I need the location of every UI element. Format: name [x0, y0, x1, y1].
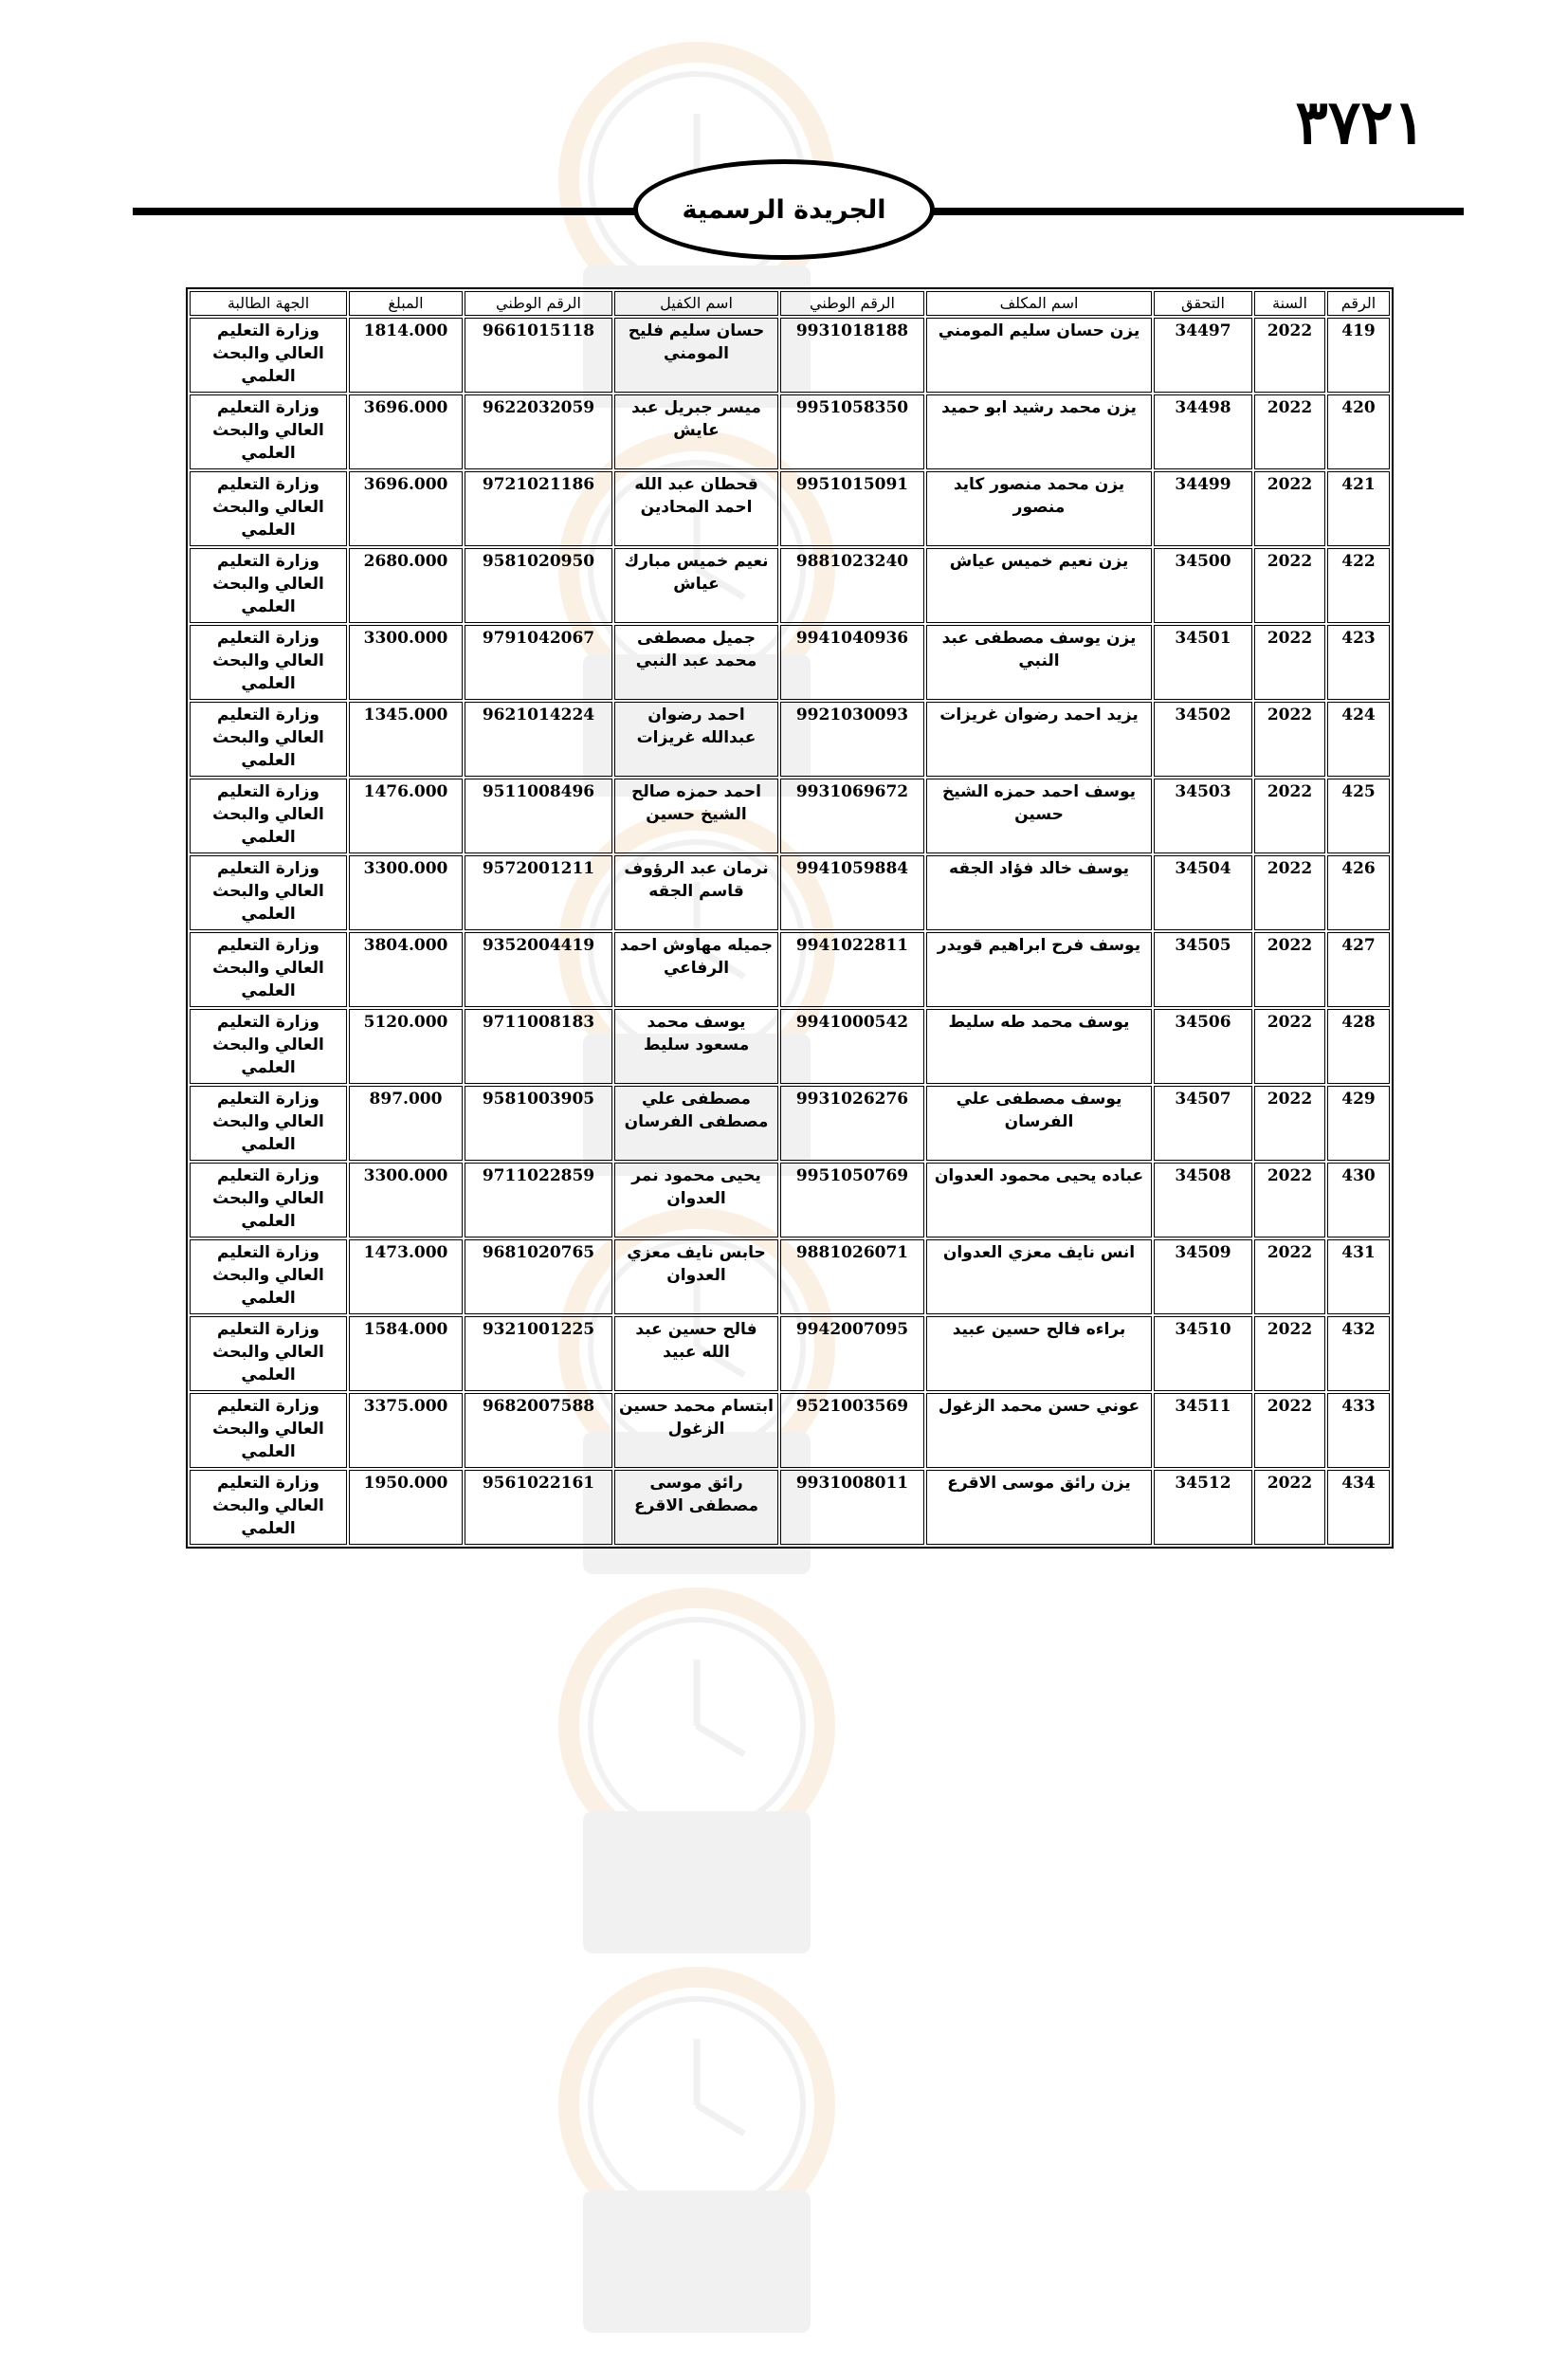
records-table — [186, 287, 1394, 1549]
row-name: يزن حسان سليم المومني — [926, 318, 1152, 393]
row-national-id: 9931069672 — [780, 779, 924, 853]
row-year: 2022 — [1254, 394, 1325, 469]
row-check: 34510 — [1154, 1316, 1252, 1391]
gazette-title — [633, 159, 935, 260]
row-year: 2022 — [1254, 1239, 1325, 1314]
row-number: 424 — [1327, 702, 1390, 777]
row-name: عباده يحيى محمود العدوان — [926, 1163, 1152, 1238]
row-year: 2022 — [1254, 1086, 1325, 1161]
row-amount: 3696.000 — [349, 471, 463, 546]
row-authority: وزارة التعليم العالي والبحث العلمي — [190, 1470, 347, 1545]
header-year: السنة — [1254, 291, 1325, 316]
row-year: 2022 — [1254, 625, 1325, 700]
row-number: 432 — [1327, 1316, 1390, 1391]
row-amount: 3300.000 — [349, 625, 463, 700]
row-national-id: 9931018188 — [780, 318, 924, 393]
gazette-title-text: الجريدة الرسمية — [682, 194, 886, 225]
page-number: ٣٧٢١ — [1295, 87, 1426, 158]
row-guarantor-id: 9581020950 — [465, 548, 612, 623]
row-guarantor: جميل مصطفى محمد عبد النبي — [614, 625, 778, 700]
row-year: 2022 — [1254, 318, 1325, 393]
row-name: يوسف فرح ابراهيم قويدر — [926, 932, 1152, 1007]
row-guarantor: نرمان عبد الرؤوف قاسم الجقه — [614, 855, 778, 930]
row-number: 426 — [1327, 855, 1390, 930]
row-guarantor: يوسف محمد مسعود سليط — [614, 1009, 778, 1084]
row-number: 427 — [1327, 932, 1390, 1007]
row-amount: 3300.000 — [349, 855, 463, 930]
row-amount: 1473.000 — [349, 1239, 463, 1314]
row-guarantor: رائق موسى مصطفى الاقرع — [614, 1470, 778, 1545]
row-guarantor: حابس نايف معزي العدوان — [614, 1239, 778, 1314]
row-check: 34506 — [1154, 1009, 1252, 1084]
row-number: 430 — [1327, 1163, 1390, 1238]
row-authority: وزارة التعليم العالي والبحث العلمي — [190, 1239, 347, 1314]
row-amount: 1476.000 — [349, 779, 463, 853]
header-authority: الجهة الطالبة — [190, 291, 347, 316]
table-row — [190, 1239, 1390, 1314]
row-guarantor: ابتسام محمد حسين الزغول — [614, 1393, 778, 1468]
row-guarantor: مصطفى علي مصطفى الفرسان — [614, 1086, 778, 1161]
row-number: 423 — [1327, 625, 1390, 700]
row-national-id: 9942007095 — [780, 1316, 924, 1391]
row-number: 421 — [1327, 471, 1390, 546]
row-national-id: 9521003569 — [780, 1393, 924, 1468]
row-authority: وزارة التعليم العالي والبحث العلمي — [190, 625, 347, 700]
row-amount: 2680.000 — [349, 548, 463, 623]
row-national-id: 9951015091 — [780, 471, 924, 546]
row-national-id: 9951058350 — [780, 394, 924, 469]
row-year: 2022 — [1254, 1163, 1325, 1238]
row-name: يزن محمد رشيد ابو حميد — [926, 394, 1152, 469]
row-authority: وزارة التعليم العالي والبحث العلمي — [190, 548, 347, 623]
row-guarantor-id: 9561022161 — [465, 1470, 612, 1545]
row-number: 420 — [1327, 394, 1390, 469]
row-number: 425 — [1327, 779, 1390, 853]
table-row — [190, 1470, 1390, 1545]
header-name: اسم المكلف — [926, 291, 1152, 316]
row-guarantor: قحطان عبد الله احمد المحادين — [614, 471, 778, 546]
row-national-id: 9951050769 — [780, 1163, 924, 1238]
row-guarantor: نعيم خميس مبارك عياش — [614, 548, 778, 623]
row-check: 34501 — [1154, 625, 1252, 700]
row-amount: 1950.000 — [349, 1470, 463, 1545]
row-name: عوني حسن محمد الزغول — [926, 1393, 1152, 1468]
row-guarantor-id: 9711008183 — [465, 1009, 612, 1084]
row-year: 2022 — [1254, 779, 1325, 853]
row-national-id: 9941022811 — [780, 932, 924, 1007]
row-year: 2022 — [1254, 1470, 1325, 1545]
row-number: 428 — [1327, 1009, 1390, 1084]
row-national-id: 9881026071 — [780, 1239, 924, 1314]
row-name: يزن رائق موسى الاقرع — [926, 1470, 1152, 1545]
table-row — [190, 1163, 1390, 1238]
table-row — [190, 625, 1390, 700]
row-national-id: 9931026276 — [780, 1086, 924, 1161]
table-row — [190, 471, 1390, 546]
header-national-id: الرقم الوطني — [780, 291, 924, 316]
row-check: 34499 — [1154, 471, 1252, 546]
row-national-id: 9941000542 — [780, 1009, 924, 1084]
row-authority: وزارة التعليم العالي والبحث العلمي — [190, 318, 347, 393]
row-authority: وزارة التعليم العالي والبحث العلمي — [190, 471, 347, 546]
row-guarantor: حسان سليم فليح المومني — [614, 318, 778, 393]
row-number: 419 — [1327, 318, 1390, 393]
row-guarantor: جميله مهاوش احمد الرفاعي — [614, 932, 778, 1007]
row-name: يزن يوسف مصطفى عبد النبي — [926, 625, 1152, 700]
row-authority: وزارة التعليم العالي والبحث العلمي — [190, 1316, 347, 1391]
row-name: يزيد احمد رضوان غريزات — [926, 702, 1152, 777]
row-guarantor: فالح حسين عبد الله عبيد — [614, 1316, 778, 1391]
table-row — [190, 1393, 1390, 1468]
row-name: يوسف محمد طه سليط — [926, 1009, 1152, 1084]
row-national-id: 9921030093 — [780, 702, 924, 777]
row-year: 2022 — [1254, 1393, 1325, 1468]
table-row — [190, 932, 1390, 1007]
table-row — [190, 779, 1390, 853]
row-national-id: 9881023240 — [780, 548, 924, 623]
row-authority: وزارة التعليم العالي والبحث العلمي — [190, 779, 347, 853]
row-year: 2022 — [1254, 1009, 1325, 1084]
header-check: التحقق — [1154, 291, 1252, 316]
table-row — [190, 394, 1390, 469]
row-check: 34505 — [1154, 932, 1252, 1007]
row-name: يوسف خالد فؤاد الجقه — [926, 855, 1152, 930]
row-amount: 1814.000 — [349, 318, 463, 393]
row-guarantor-id: 9681020765 — [465, 1239, 612, 1314]
row-name: براءه فالح حسين عبيد — [926, 1316, 1152, 1391]
header-number: الرقم — [1327, 291, 1390, 316]
row-name: يوسف احمد حمزه الشيخ حسين — [926, 779, 1152, 853]
row-guarantor-id: 9572001211 — [465, 855, 612, 930]
row-guarantor: يحيى محمود نمر العدوان — [614, 1163, 778, 1238]
table-row — [190, 318, 1390, 393]
row-check: 34498 — [1154, 394, 1252, 469]
row-guarantor-id: 9682007588 — [465, 1393, 612, 1468]
row-year: 2022 — [1254, 702, 1325, 777]
row-amount: 3375.000 — [349, 1393, 463, 1468]
row-check: 34503 — [1154, 779, 1252, 853]
row-check: 34512 — [1154, 1470, 1252, 1545]
row-amount: 3300.000 — [349, 1163, 463, 1238]
watermark-logo — [493, 1584, 891, 1982]
row-amount: 1584.000 — [349, 1316, 463, 1391]
table-row — [190, 1316, 1390, 1391]
table-row — [190, 1086, 1390, 1161]
row-name: يزن محمد منصور كايد منصور — [926, 471, 1152, 546]
watermark-logo — [493, 1963, 891, 2361]
row-guarantor: ميسر جبريل عبد عايش — [614, 394, 778, 469]
row-guarantor-id: 9581003905 — [465, 1086, 612, 1161]
row-guarantor-id: 9352004419 — [465, 932, 612, 1007]
row-amount: 3696.000 — [349, 394, 463, 469]
header-guarantor-id: الرقم الوطني — [465, 291, 612, 316]
row-check: 34504 — [1154, 855, 1252, 930]
row-guarantor-id: 9622032059 — [465, 394, 612, 469]
row-name: انس نايف معزي العدوان — [926, 1239, 1152, 1314]
row-name: يزن نعيم خميس عياش — [926, 548, 1152, 623]
row-check: 34511 — [1154, 1393, 1252, 1468]
table-row — [190, 855, 1390, 930]
row-number: 433 — [1327, 1393, 1390, 1468]
row-year: 2022 — [1254, 548, 1325, 623]
row-amount: 1345.000 — [349, 702, 463, 777]
row-number: 431 — [1327, 1239, 1390, 1314]
row-check: 34507 — [1154, 1086, 1252, 1161]
row-guarantor-id: 9321001225 — [465, 1316, 612, 1391]
row-check: 34508 — [1154, 1163, 1252, 1238]
row-year: 2022 — [1254, 855, 1325, 930]
row-guarantor: احمد حمزه صالح الشيخ حسين — [614, 779, 778, 853]
row-guarantor-id: 9621014224 — [465, 702, 612, 777]
row-guarantor: احمد رضوان عبدالله غريزات — [614, 702, 778, 777]
table-row — [190, 1009, 1390, 1084]
row-number: 429 — [1327, 1086, 1390, 1161]
row-year: 2022 — [1254, 1316, 1325, 1391]
row-authority: وزارة التعليم العالي والبحث العلمي — [190, 702, 347, 777]
row-authority: وزارة التعليم العالي والبحث العلمي — [190, 1009, 347, 1084]
row-year: 2022 — [1254, 471, 1325, 546]
row-guarantor-id: 9791042067 — [465, 625, 612, 700]
row-guarantor-id: 9711022859 — [465, 1163, 612, 1238]
header-guarantor: اسم الكفيل — [614, 291, 778, 316]
row-national-id: 9941040936 — [780, 625, 924, 700]
table-row — [190, 702, 1390, 777]
row-amount: 897.000 — [349, 1086, 463, 1161]
row-check: 34497 — [1154, 318, 1252, 393]
row-authority: وزارة التعليم العالي والبحث العلمي — [190, 1086, 347, 1161]
row-name: يوسف مصطفى علي الفرسان — [926, 1086, 1152, 1161]
row-national-id: 9931008011 — [780, 1470, 924, 1545]
row-national-id: 9941059884 — [780, 855, 924, 930]
row-check: 34509 — [1154, 1239, 1252, 1314]
row-guarantor-id: 9721021186 — [465, 471, 612, 546]
row-amount: 3804.000 — [349, 932, 463, 1007]
header-amount: المبلغ — [349, 291, 463, 316]
row-authority: وزارة التعليم العالي والبحث العلمي — [190, 1163, 347, 1238]
row-amount: 5120.000 — [349, 1009, 463, 1084]
table-header-row — [190, 291, 1390, 316]
row-number: 434 — [1327, 1470, 1390, 1545]
table-row — [190, 548, 1390, 623]
row-authority: وزارة التعليم العالي والبحث العلمي — [190, 855, 347, 930]
row-authority: وزارة التعليم العالي والبحث العلمي — [190, 932, 347, 1007]
row-guarantor-id: 9661015118 — [465, 318, 612, 393]
row-check: 34500 — [1154, 548, 1252, 623]
row-number: 422 — [1327, 548, 1390, 623]
row-year: 2022 — [1254, 932, 1325, 1007]
row-guarantor-id: 9511008496 — [465, 779, 612, 853]
row-authority: وزارة التعليم العالي والبحث العلمي — [190, 1393, 347, 1468]
row-authority: وزارة التعليم العالي والبحث العلمي — [190, 394, 347, 469]
row-check: 34502 — [1154, 702, 1252, 777]
